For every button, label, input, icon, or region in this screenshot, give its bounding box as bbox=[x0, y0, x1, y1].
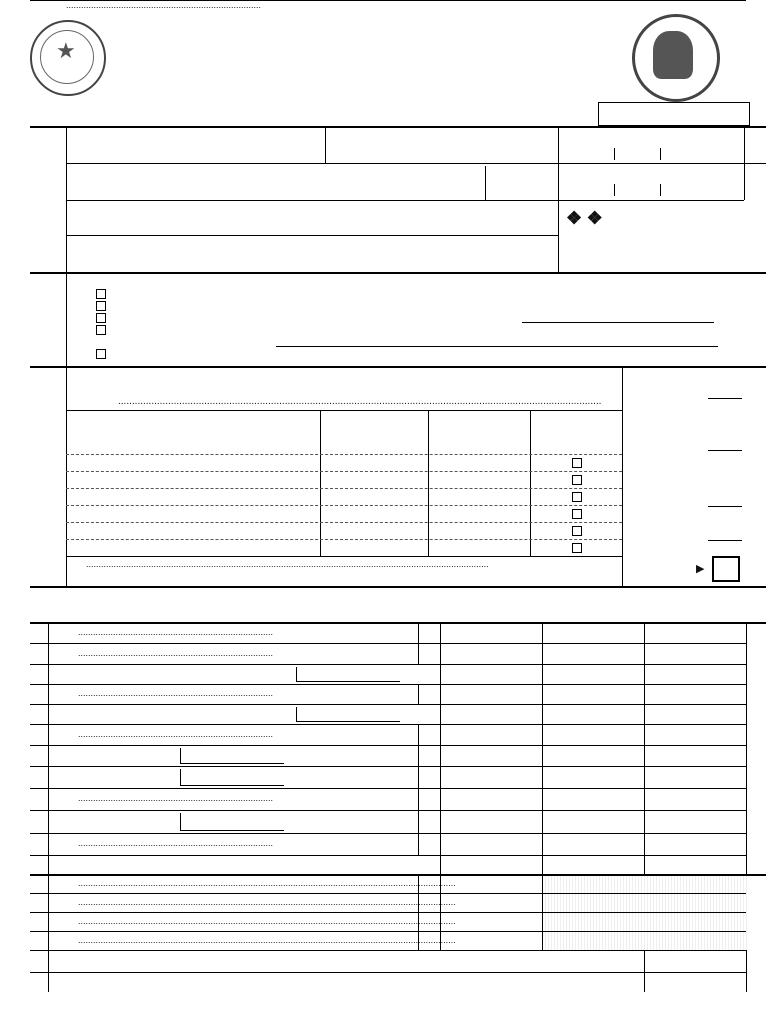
important-notice bbox=[566, 208, 603, 229]
dependent-row-line bbox=[66, 471, 622, 472]
inner-amount-box[interactable] bbox=[296, 707, 400, 722]
agi-line-desc: ....................................................................................................................................................... bbox=[78, 934, 456, 945]
income-col-a-input[interactable] bbox=[443, 769, 539, 785]
income-col-c-input[interactable] bbox=[647, 727, 743, 742]
adjustment-input[interactable] bbox=[443, 896, 539, 909]
spouse-ssn-input[interactable] bbox=[566, 186, 736, 198]
income-col-a-input[interactable] bbox=[443, 646, 539, 661]
line-box-label bbox=[418, 833, 440, 855]
eagle-icon bbox=[653, 31, 693, 79]
income-col-c-input[interactable] bbox=[647, 813, 743, 830]
income-col-c-input[interactable] bbox=[647, 646, 743, 661]
first-name-input[interactable] bbox=[76, 150, 316, 162]
diamond-icon: ❖ bbox=[566, 208, 583, 228]
income-col-c-input[interactable] bbox=[647, 687, 743, 701]
filing-status-checkbox[interactable] bbox=[96, 325, 106, 335]
home-address-input[interactable] bbox=[76, 222, 546, 234]
qualifying-child-checkbox[interactable] bbox=[572, 526, 582, 536]
department-seal bbox=[632, 14, 720, 102]
income-col-a-input[interactable] bbox=[443, 748, 539, 763]
income-col-c-input[interactable] bbox=[647, 791, 743, 807]
income-col-b-input[interactable] bbox=[545, 727, 641, 742]
adjustment-input[interactable] bbox=[443, 934, 539, 947]
income-col-b-input[interactable] bbox=[545, 646, 641, 661]
income-line-desc: .............................................................................. bbox=[78, 793, 274, 803]
spouse-first-name-input[interactable] bbox=[76, 186, 316, 198]
income-col-b-input[interactable] bbox=[545, 813, 641, 830]
income-col-b-input[interactable] bbox=[545, 748, 641, 763]
income-col-c-input[interactable] bbox=[647, 858, 743, 869]
dependent-ssn-input[interactable] bbox=[324, 491, 424, 503]
agi-line-desc: ....................................................................................................................................................... bbox=[78, 915, 456, 926]
qualifying-child-checkbox[interactable] bbox=[572, 492, 582, 502]
dependent-name-input[interactable] bbox=[70, 542, 316, 554]
dependent-row-line bbox=[66, 522, 622, 523]
line-6d: ................................................................................................................................................................. bbox=[86, 559, 489, 569]
dependent-relationship-input[interactable] bbox=[432, 525, 526, 537]
inner-amount-box[interactable] bbox=[180, 769, 284, 786]
agi-line-desc: ....................................................................................................................................................... bbox=[78, 896, 456, 907]
qualifying-child-checkbox[interactable] bbox=[572, 509, 582, 519]
apt-no-input[interactable] bbox=[497, 186, 553, 198]
line-box-label bbox=[418, 893, 440, 912]
dependent-ssn-input[interactable] bbox=[324, 508, 424, 520]
line-box-label bbox=[418, 643, 440, 664]
star-icon: ★ bbox=[56, 38, 76, 63]
dependent-ssn-input[interactable] bbox=[324, 542, 424, 554]
income-col-b-input[interactable] bbox=[545, 858, 641, 869]
dependent-ssn-input[interactable] bbox=[324, 525, 424, 537]
income-line-desc: .............................................................................. bbox=[66, 0, 262, 10]
income-line-desc: .............................................................................. bbox=[78, 838, 274, 848]
filing-status-checkbox[interactable] bbox=[96, 289, 106, 299]
dependent-relationship-input[interactable] bbox=[432, 508, 526, 520]
income-col-b-input[interactable] bbox=[545, 687, 641, 701]
line-box-label bbox=[418, 745, 440, 766]
income-line-desc: .............................................................................. bbox=[78, 688, 274, 698]
filing-status-checkbox[interactable] bbox=[96, 349, 106, 359]
income-col-c-input[interactable] bbox=[647, 769, 743, 785]
agi-line-desc: ....................................................................................................................................................... bbox=[78, 877, 456, 888]
income-line-desc: .............................................................................. bbox=[78, 647, 274, 658]
dependent-row-line bbox=[66, 505, 622, 506]
line-box-label bbox=[418, 622, 440, 643]
income-col-a-input[interactable] bbox=[443, 836, 539, 852]
income-line-desc: .............................................................................. bbox=[78, 728, 274, 739]
dependent-relationship-input[interactable] bbox=[432, 474, 526, 486]
ssn-input[interactable] bbox=[566, 150, 736, 162]
line-box-label bbox=[418, 788, 440, 810]
dependent-name-input[interactable] bbox=[70, 508, 316, 520]
income-col-c-input[interactable] bbox=[647, 748, 743, 763]
adjustment-input[interactable] bbox=[443, 877, 539, 890]
last-name-input[interactable] bbox=[335, 150, 545, 162]
office-use-box bbox=[598, 102, 750, 126]
adjustment-input[interactable] bbox=[443, 915, 539, 928]
qualifying-child-checkbox[interactable] bbox=[572, 475, 582, 485]
city-input[interactable] bbox=[76, 256, 546, 268]
line-6b: .............................................................................................................................................................................. bbox=[118, 396, 602, 407]
diamond-icon: ❖ bbox=[586, 208, 603, 228]
income-col-b-input[interactable] bbox=[545, 769, 641, 785]
cnmi-seal bbox=[30, 20, 106, 96]
dependent-relationship-input[interactable] bbox=[432, 457, 526, 469]
filing-status-checkbox[interactable] bbox=[96, 313, 106, 323]
income-col-a-input[interactable] bbox=[443, 687, 539, 701]
income-col-a-input[interactable] bbox=[443, 727, 539, 742]
line-box-label bbox=[418, 874, 440, 893]
income-col-a-input[interactable] bbox=[443, 625, 539, 640]
line-box-label bbox=[418, 724, 440, 745]
dependent-name-input[interactable] bbox=[70, 457, 316, 469]
qualifying-child-checkbox[interactable] bbox=[572, 543, 582, 553]
income-col-b-input[interactable] bbox=[545, 791, 641, 807]
line-box-label bbox=[418, 766, 440, 788]
income-col-a-input[interactable] bbox=[443, 858, 539, 869]
dependent-row-line bbox=[66, 454, 622, 455]
dependent-name-input[interactable] bbox=[70, 474, 316, 486]
inner-amount-box[interactable] bbox=[180, 748, 284, 764]
line-box-label bbox=[418, 810, 440, 833]
line-box-label bbox=[418, 931, 440, 950]
income-col-b-input[interactable] bbox=[545, 836, 641, 852]
dependent-ssn-input[interactable] bbox=[324, 457, 424, 469]
arrow-right-icon: ▶ bbox=[696, 563, 705, 575]
dependent-ssn-input[interactable] bbox=[324, 474, 424, 486]
income-col-c-input[interactable] bbox=[647, 625, 743, 640]
dependent-relationship-input[interactable] bbox=[432, 542, 526, 554]
income-line-desc: .............................................................................. bbox=[78, 626, 274, 637]
dependent-row-line bbox=[66, 488, 622, 489]
inner-amount-box[interactable] bbox=[180, 813, 284, 831]
total-exemptions-box[interactable] bbox=[712, 556, 740, 582]
income-col-a-input[interactable] bbox=[443, 791, 539, 807]
income-col-a-input[interactable] bbox=[443, 813, 539, 830]
dependent-name-input[interactable] bbox=[70, 525, 316, 537]
income-col-c-input[interactable] bbox=[647, 836, 743, 852]
dependent-name-input[interactable] bbox=[70, 491, 316, 503]
spouse-last-name-input[interactable] bbox=[332, 186, 480, 198]
filing-status-checkbox[interactable] bbox=[96, 301, 106, 311]
inner-amount-box[interactable] bbox=[296, 667, 400, 682]
qualifying-child-checkbox[interactable] bbox=[572, 458, 582, 468]
dependent-relationship-input[interactable] bbox=[432, 491, 526, 503]
line-box-label bbox=[418, 912, 440, 931]
dependent-row-line bbox=[66, 539, 622, 540]
line-box-label bbox=[418, 684, 440, 704]
income-col-b-input[interactable] bbox=[545, 625, 641, 640]
